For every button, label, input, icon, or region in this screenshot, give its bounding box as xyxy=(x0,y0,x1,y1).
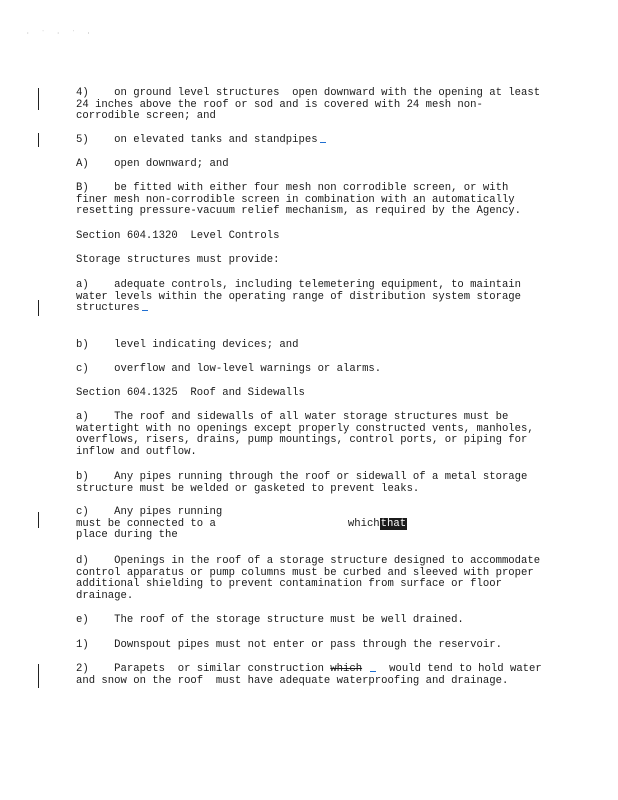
paragraph-a-watertight: a) The roof and sidewalls of all water storage structures must be watertight with no openings except properly constructed vents, manholes, overflows, risers, drains, pump mountings, control ports, or piping for inflow and outflow. xyxy=(76,411,541,458)
revision-bar xyxy=(38,664,39,688)
paragraph-c-pipes-running xyxy=(76,507,546,542)
highlighted-word: that xyxy=(380,517,407,530)
scan-specks: · ˙ · ˙ · xyxy=(26,30,95,37)
paragraph-line: c) Any pipes running xyxy=(76,506,223,518)
insertion-mark xyxy=(142,310,148,311)
paragraph-text: 2) Parapets or similar construction xyxy=(76,663,324,675)
paragraph-b-level-indicating: b) level indicating devices; and xyxy=(76,339,299,351)
paragraph-e-well-drained: e) The roof of the storage structure must be well drained. xyxy=(76,614,464,626)
paragraph-text: would tend to hold water and snow on the roof must have adequate waterproofing and drainage. xyxy=(76,663,549,687)
paragraph-a-open-downward: A) open downward; and xyxy=(76,158,229,170)
paragraph-5-elevated-tanks xyxy=(76,135,546,147)
insertion-mark xyxy=(370,671,376,672)
revision-bar xyxy=(38,133,39,147)
struck-word: which xyxy=(330,663,363,675)
paragraph-b-mesh-screen: B) be fitted with either four mesh non corrodible screen, or with finer mesh non-corrodible screen in combination with an automatically resetting pressure-vacuum relief mechanism, as required by the Agency. xyxy=(76,182,522,218)
paragraph-line: must be connected to a xyxy=(76,517,216,530)
paragraph-d-roof-openings: d) Openings in the roof of a storage structure designed to accommodate control apparatus or pump columns must be curbed and sleeved with proper additional shielding to prevent contamination from surface or floor drainage. xyxy=(76,555,547,602)
paragraph-2-parapets xyxy=(76,663,549,687)
paragraph-c-overflow-alarms: c) overflow and low-level warnings or alarms. xyxy=(76,363,382,375)
paragraph-text: a) adequate controls, including telemetering equipment, to maintain water levels within the operating range of distribution system storage structures xyxy=(76,279,528,315)
paragraph-text: 5) on elevated tanks and standpipes xyxy=(76,134,318,146)
paragraph-1-downspout: 1) Downspout pipes must not enter or pass through the reservoir. xyxy=(76,639,502,651)
revision-bar xyxy=(38,512,39,528)
section-heading-roof-sidewalls: Section 604.1325 Roof and Sidewalls xyxy=(76,387,305,399)
paragraph-a-adequate-controls xyxy=(76,280,546,315)
paragraph-storage-must-provide: Storage structures must provide: xyxy=(76,254,280,266)
section-heading-level-controls: Section 604.1320 Level Controls xyxy=(76,230,280,242)
paragraph-b-metal-storage: b) Any pipes running through the roof or sidewall of a metal storage structure must be welded or gasketed to prevent leaks. xyxy=(76,471,534,495)
insertion-mark xyxy=(320,142,326,143)
paragraph-line: place during the xyxy=(76,529,178,542)
revision-bar xyxy=(38,300,39,316)
paragraph-4-ground-level: 4) on ground level structures open downward with the opening at least 24 inches above the roof or sod and is covered with 24 mesh non-corrodible screen; and xyxy=(76,87,547,123)
paragraph-word: which xyxy=(347,517,380,530)
revision-bar xyxy=(38,88,39,110)
